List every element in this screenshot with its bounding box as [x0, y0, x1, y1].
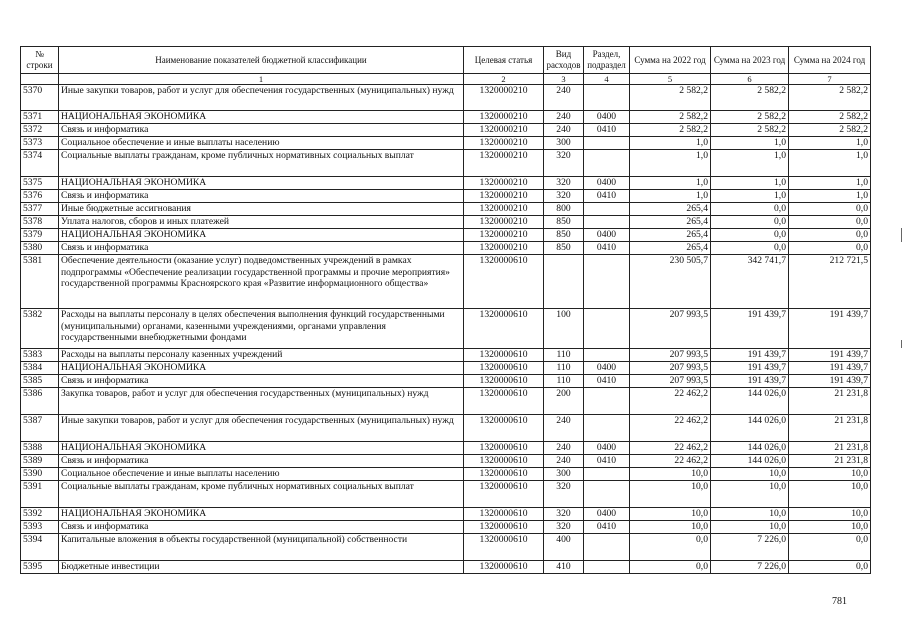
row-sum-2023: 1,0	[711, 177, 789, 190]
row-sum-2023: 342 741,7	[711, 255, 789, 309]
row-target-article: 1320000210	[464, 229, 544, 242]
col-number: 4	[584, 74, 630, 85]
row-name: НАЦИОНАЛЬНАЯ ЭКОНОМИКА	[59, 442, 464, 455]
row-name: Социальные выплаты гражданам, кроме публичных нормативных социальных выплат	[59, 481, 464, 508]
row-target-article: 1320000610	[464, 561, 544, 574]
row-target-article: 1320000610	[464, 534, 544, 561]
row-sum-2024: 191 439,7	[789, 362, 871, 375]
table-row	[21, 190, 871, 203]
row-expense-kind: 240	[544, 124, 584, 137]
row-section	[584, 534, 630, 561]
row-expense-kind: 850	[544, 229, 584, 242]
row-expense-kind: 320	[544, 190, 584, 203]
header-name: Наименование показателей бюджетной классификации	[59, 47, 464, 74]
table-row	[21, 242, 871, 255]
row-number: 5392	[21, 508, 59, 521]
row-number: 5377	[21, 203, 59, 216]
row-name: Капитальные вложения в объекты государственной (муниципальной) собственности	[59, 534, 464, 561]
row-sum-2022: 1,0	[630, 137, 711, 150]
row-sum-2023: 2 582,2	[711, 124, 789, 137]
row-sum-2023: 1,0	[711, 190, 789, 203]
row-expense-kind: 400	[544, 534, 584, 561]
row-expense-kind: 240	[544, 442, 584, 455]
row-sum-2022: 207 993,5	[630, 349, 711, 362]
row-target-article: 1320000610	[464, 362, 544, 375]
row-section: 0410	[584, 521, 630, 534]
row-expense-kind: 320	[544, 521, 584, 534]
row-name: НАЦИОНАЛЬНАЯ ЭКОНОМИКА	[59, 362, 464, 375]
row-expense-kind: 320	[544, 481, 584, 508]
col-number: 1	[59, 74, 464, 85]
row-number: 5393	[21, 521, 59, 534]
row-sum-2024: 0,0	[789, 216, 871, 229]
row-section	[584, 137, 630, 150]
row-sum-2024: 10,0	[789, 521, 871, 534]
table-row	[21, 362, 871, 375]
row-sum-2022: 10,0	[630, 521, 711, 534]
row-sum-2023: 144 026,0	[711, 415, 789, 442]
row-sum-2022: 230 505,7	[630, 255, 711, 309]
table-row	[21, 137, 871, 150]
table-row	[21, 521, 871, 534]
row-name: Иные бюджетные ассигнования	[59, 203, 464, 216]
row-sum-2024: 21 231,8	[789, 388, 871, 415]
row-target-article: 1320000610	[464, 415, 544, 442]
row-name: Связь и информатика	[59, 190, 464, 203]
table-row	[21, 455, 871, 468]
row-sum-2022: 265,4	[630, 203, 711, 216]
row-number: 5385	[21, 375, 59, 388]
row-sum-2023: 191 439,7	[711, 309, 789, 349]
row-name: НАЦИОНАЛЬНАЯ ЭКОНОМИКА	[59, 177, 464, 190]
row-name: Связь и информатика	[59, 124, 464, 137]
row-sum-2022: 22 462,2	[630, 442, 711, 455]
row-section: 0410	[584, 375, 630, 388]
scan-mark	[901, 340, 902, 348]
row-number: 5387	[21, 415, 59, 442]
row-target-article: 1320000610	[464, 481, 544, 508]
row-sum-2023: 7 226,0	[711, 534, 789, 561]
table-row	[21, 481, 871, 508]
row-number: 5388	[21, 442, 59, 455]
row-section: 0400	[584, 362, 630, 375]
row-name: Связь и информатика	[59, 375, 464, 388]
row-number: 5386	[21, 388, 59, 415]
row-section	[584, 150, 630, 177]
row-sum-2024: 1,0	[789, 137, 871, 150]
row-number: 5389	[21, 455, 59, 468]
row-name: Обеспечение деятельности (оказание услуг) подведомственных учреждений в рамках подпрограммы «Обеспечение реализации государственной программы и прочие мероприятия» государственной программы Красноярского края «Развитие информационного общества»	[59, 255, 464, 309]
row-sum-2023: 191 439,7	[711, 362, 789, 375]
row-sum-2023: 7 226,0	[711, 561, 789, 574]
row-expense-kind: 300	[544, 137, 584, 150]
row-sum-2023: 144 026,0	[711, 442, 789, 455]
row-section	[584, 309, 630, 349]
row-name: Расходы на выплаты персоналу в целях обеспечения выполнения функций государственными (муниципальными) органами, казенными учреждениями, органами управления государственными внебюджетными фондами	[59, 309, 464, 349]
row-expense-kind: 240	[544, 415, 584, 442]
row-target-article: 1320000210	[464, 177, 544, 190]
row-section: 0400	[584, 111, 630, 124]
row-target-article: 1320000610	[464, 388, 544, 415]
row-expense-kind: 800	[544, 203, 584, 216]
row-expense-kind: 110	[544, 362, 584, 375]
col-number: 2	[464, 74, 544, 85]
row-expense-kind	[544, 255, 584, 309]
table-row	[21, 388, 871, 415]
header-kind: Вид расходов	[544, 47, 584, 74]
row-number: 5374	[21, 150, 59, 177]
row-number: 5384	[21, 362, 59, 375]
row-number: 5376	[21, 190, 59, 203]
row-sum-2023: 10,0	[711, 468, 789, 481]
row-name: Связь и информатика	[59, 455, 464, 468]
row-sum-2022: 22 462,2	[630, 455, 711, 468]
table-header-row	[21, 47, 871, 74]
row-name: НАЦИОНАЛЬНАЯ ЭКОНОМИКА	[59, 111, 464, 124]
row-sum-2024: 0,0	[789, 561, 871, 574]
row-sum-2022: 265,4	[630, 216, 711, 229]
table-row	[21, 255, 871, 309]
row-sum-2023: 1,0	[711, 150, 789, 177]
row-section: 0400	[584, 229, 630, 242]
row-name: Закупка товаров, работ и услуг для обеспечения государственных (муниципальных) нужд	[59, 388, 464, 415]
row-number: 5375	[21, 177, 59, 190]
row-name: Связь и информатика	[59, 242, 464, 255]
row-sum-2022: 2 582,2	[630, 111, 711, 124]
row-name: Расходы на выплаты персоналу казенных учреждений	[59, 349, 464, 362]
row-section	[584, 415, 630, 442]
row-expense-kind: 320	[544, 177, 584, 190]
row-name: Связь и информатика	[59, 521, 464, 534]
table-row	[21, 85, 871, 111]
table-row	[21, 561, 871, 574]
row-sum-2024: 10,0	[789, 468, 871, 481]
row-name: Иные закупки товаров, работ и услуг для обеспечения государственных (муниципальных) нужд	[59, 85, 464, 111]
row-sum-2023: 2 582,2	[711, 85, 789, 111]
column-number-row	[21, 74, 871, 85]
row-section	[584, 388, 630, 415]
row-expense-kind: 240	[544, 85, 584, 111]
row-expense-kind: 240	[544, 455, 584, 468]
table-row	[21, 150, 871, 177]
table-row	[21, 111, 871, 124]
row-number: 5373	[21, 137, 59, 150]
budget-table-sheet	[20, 46, 871, 574]
row-sum-2022: 10,0	[630, 468, 711, 481]
row-sum-2023: 2 582,2	[711, 111, 789, 124]
row-target-article: 1320000610	[464, 442, 544, 455]
row-target-article: 1320000610	[464, 255, 544, 309]
table-row	[21, 468, 871, 481]
row-sum-2022: 22 462,2	[630, 415, 711, 442]
row-section	[584, 349, 630, 362]
row-sum-2023: 144 026,0	[711, 455, 789, 468]
row-sum-2023: 1,0	[711, 137, 789, 150]
row-section: 0400	[584, 442, 630, 455]
row-sum-2024: 1,0	[789, 190, 871, 203]
header-section: Раздел, подраздел	[584, 47, 630, 74]
budget-table	[20, 46, 871, 574]
row-target-article: 1320000210	[464, 85, 544, 111]
row-target-article: 1320000610	[464, 375, 544, 388]
row-target-article: 1320000210	[464, 242, 544, 255]
row-sum-2023: 10,0	[711, 481, 789, 508]
row-number: 5370	[21, 85, 59, 111]
header-sum-2022: Сумма на 2022 год	[630, 47, 711, 74]
row-name: Социальное обеспечение и иные выплаты населению	[59, 137, 464, 150]
row-number: 5382	[21, 309, 59, 349]
row-sum-2022: 10,0	[630, 481, 711, 508]
row-section	[584, 216, 630, 229]
row-target-article: 1320000210	[464, 203, 544, 216]
col-number: 6	[711, 74, 789, 85]
row-number: 5380	[21, 242, 59, 255]
row-target-article: 1320000210	[464, 124, 544, 137]
row-target-article: 1320000210	[464, 190, 544, 203]
table-row	[21, 442, 871, 455]
row-sum-2024: 21 231,8	[789, 455, 871, 468]
row-target-article: 1320000210	[464, 216, 544, 229]
row-number: 5391	[21, 481, 59, 508]
row-sum-2022: 1,0	[630, 190, 711, 203]
row-sum-2024: 1,0	[789, 150, 871, 177]
header-sum-2024: Сумма на 2024 год	[789, 47, 871, 74]
row-number: 5390	[21, 468, 59, 481]
row-section: 0410	[584, 455, 630, 468]
row-expense-kind: 320	[544, 150, 584, 177]
row-sum-2023: 0,0	[711, 229, 789, 242]
row-expense-kind: 320	[544, 508, 584, 521]
row-sum-2023: 10,0	[711, 508, 789, 521]
table-row	[21, 534, 871, 561]
row-number: 5381	[21, 255, 59, 309]
row-expense-kind: 100	[544, 309, 584, 349]
table-row	[21, 177, 871, 190]
row-sum-2024: 1,0	[789, 177, 871, 190]
row-name: Социальные выплаты гражданам, кроме публичных нормативных социальных выплат	[59, 150, 464, 177]
row-expense-kind: 110	[544, 375, 584, 388]
row-target-article: 1320000610	[464, 468, 544, 481]
row-section	[584, 468, 630, 481]
row-sum-2024: 0,0	[789, 534, 871, 561]
table-row	[21, 309, 871, 349]
row-section	[584, 85, 630, 111]
row-section	[584, 561, 630, 574]
row-sum-2022: 207 993,5	[630, 309, 711, 349]
row-expense-kind: 850	[544, 216, 584, 229]
row-sum-2024: 2 582,2	[789, 85, 871, 111]
row-sum-2023: 10,0	[711, 521, 789, 534]
table-row	[21, 229, 871, 242]
row-sum-2023: 0,0	[711, 216, 789, 229]
col-number: 3	[544, 74, 584, 85]
row-sum-2024: 10,0	[789, 481, 871, 508]
row-expense-kind: 110	[544, 349, 584, 362]
row-target-article: 1320000610	[464, 349, 544, 362]
header-row-no: № строки	[21, 47, 59, 74]
page-number: 781	[832, 596, 847, 607]
row-sum-2024: 2 582,2	[789, 124, 871, 137]
row-section	[584, 481, 630, 508]
header-target: Целевая статья	[464, 47, 544, 74]
row-expense-kind: 240	[544, 111, 584, 124]
row-section: 0410	[584, 242, 630, 255]
table-row	[21, 216, 871, 229]
row-sum-2022: 265,4	[630, 242, 711, 255]
row-expense-kind: 300	[544, 468, 584, 481]
row-sum-2023: 0,0	[711, 242, 789, 255]
row-sum-2023: 191 439,7	[711, 375, 789, 388]
row-target-article: 1320000210	[464, 137, 544, 150]
row-sum-2022: 2 582,2	[630, 124, 711, 137]
row-sum-2022: 22 462,2	[630, 388, 711, 415]
table-row	[21, 203, 871, 216]
row-number: 5371	[21, 111, 59, 124]
row-section	[584, 203, 630, 216]
header-sum-2023: Сумма на 2023 год	[711, 47, 789, 74]
row-target-article: 1320000610	[464, 309, 544, 349]
row-sum-2024: 191 439,7	[789, 375, 871, 388]
row-sum-2024: 2 582,2	[789, 111, 871, 124]
row-name: Бюджетные инвестиции	[59, 561, 464, 574]
table-row	[21, 508, 871, 521]
row-target-article: 1320000610	[464, 521, 544, 534]
row-sum-2022: 207 993,5	[630, 375, 711, 388]
row-name: НАЦИОНАЛЬНАЯ ЭКОНОМИКА	[59, 229, 464, 242]
scan-mark	[901, 228, 902, 242]
row-number: 5394	[21, 534, 59, 561]
row-sum-2022: 1,0	[630, 177, 711, 190]
row-sum-2024: 10,0	[789, 508, 871, 521]
table-row	[21, 349, 871, 362]
row-section: 0410	[584, 124, 630, 137]
row-sum-2022: 10,0	[630, 508, 711, 521]
row-expense-kind: 850	[544, 242, 584, 255]
row-sum-2022: 0,0	[630, 561, 711, 574]
table-row	[21, 375, 871, 388]
row-sum-2024: 21 231,8	[789, 415, 871, 442]
row-sum-2024: 212 721,5	[789, 255, 871, 309]
row-sum-2022: 1,0	[630, 150, 711, 177]
col-number: 5	[630, 74, 711, 85]
row-number: 5378	[21, 216, 59, 229]
row-name: Социальное обеспечение и иные выплаты населению	[59, 468, 464, 481]
table-body	[21, 85, 871, 574]
row-section	[584, 255, 630, 309]
row-sum-2024: 0,0	[789, 242, 871, 255]
row-target-article: 1320000610	[464, 508, 544, 521]
table-row	[21, 415, 871, 442]
row-sum-2022: 207 993,5	[630, 362, 711, 375]
row-expense-kind: 410	[544, 561, 584, 574]
row-target-article: 1320000210	[464, 111, 544, 124]
row-target-article: 1320000210	[464, 150, 544, 177]
row-number: 5372	[21, 124, 59, 137]
row-sum-2024: 0,0	[789, 229, 871, 242]
row-expense-kind: 200	[544, 388, 584, 415]
row-name: НАЦИОНАЛЬНАЯ ЭКОНОМИКА	[59, 508, 464, 521]
row-number: 5379	[21, 229, 59, 242]
row-name: Уплата налогов, сборов и иных платежей	[59, 216, 464, 229]
row-sum-2023: 144 026,0	[711, 388, 789, 415]
row-sum-2023: 191 439,7	[711, 349, 789, 362]
row-number: 5383	[21, 349, 59, 362]
row-target-article: 1320000610	[464, 455, 544, 468]
row-name: Иные закупки товаров, работ и услуг для обеспечения государственных (муниципальных) нужд	[59, 415, 464, 442]
row-sum-2022: 265,4	[630, 229, 711, 242]
row-section: 0400	[584, 177, 630, 190]
col-number: 7	[789, 74, 871, 85]
col-number	[21, 74, 59, 85]
row-section: 0410	[584, 190, 630, 203]
row-sum-2022: 0,0	[630, 534, 711, 561]
row-sum-2022: 2 582,2	[630, 85, 711, 111]
table-row	[21, 124, 871, 137]
row-sum-2023: 0,0	[711, 203, 789, 216]
row-sum-2024: 21 231,8	[789, 442, 871, 455]
row-sum-2024: 191 439,7	[789, 349, 871, 362]
row-number: 5395	[21, 561, 59, 574]
row-sum-2024: 0,0	[789, 203, 871, 216]
row-sum-2024: 191 439,7	[789, 309, 871, 349]
row-section: 0400	[584, 508, 630, 521]
